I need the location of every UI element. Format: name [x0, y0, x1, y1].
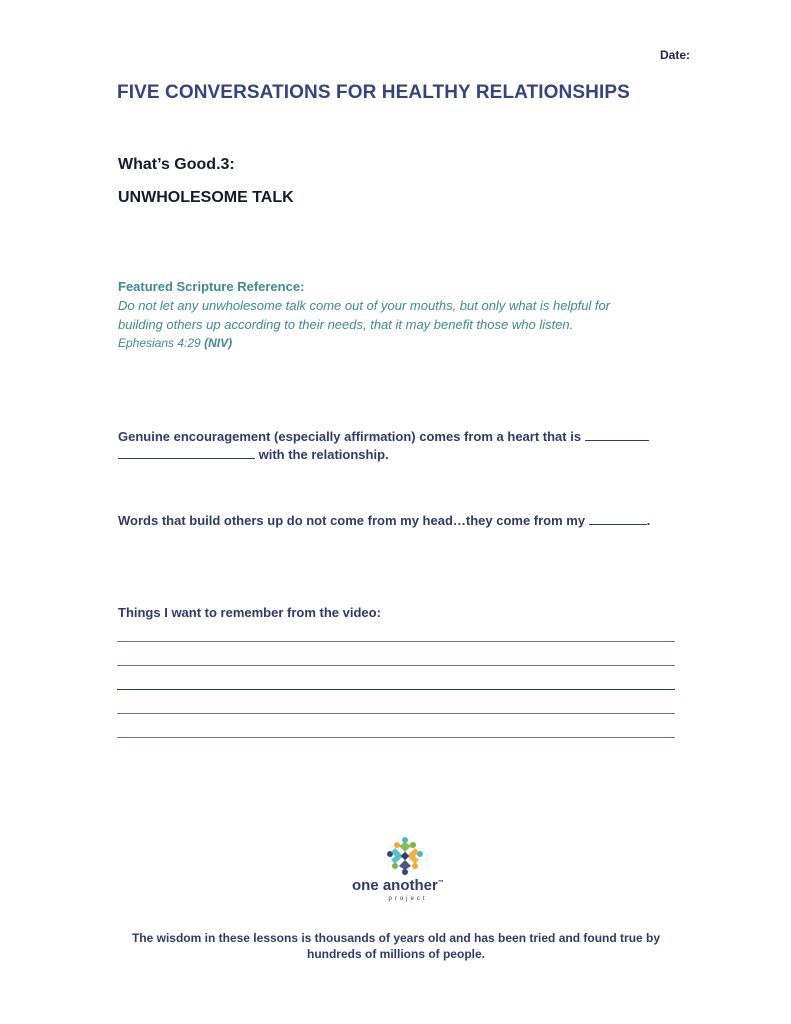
writing-line[interactable] — [117, 689, 675, 690]
remember-heading: Things I want to remember from the video: — [118, 605, 381, 620]
lesson-title: UNWHOLESOME TALK — [118, 189, 294, 206]
page-title: FIVE CONVERSATIONS FOR HEALTHY RELATIONSHIPS — [117, 82, 630, 103]
scripture-block — [118, 277, 718, 352]
prompt-encouragement-end: with the relationship. — [258, 447, 389, 462]
logo-trademark: ™ — [437, 880, 444, 886]
logo-subtitle: project — [388, 896, 428, 902]
footer-line-1: The wisdom in these lessons is thousands of years old and has been tried and found true by — [131, 931, 661, 945]
scripture-reference-text: Ephesians 4:29 — [118, 336, 201, 350]
scripture-version: (NIV) — [204, 336, 233, 350]
prompt-encouragement — [118, 427, 649, 446]
logo-wordmark — [352, 877, 444, 894]
scripture-reference — [118, 334, 718, 352]
date-label: Date: — [660, 48, 691, 62]
prompt-encouragement-continued — [118, 445, 389, 464]
prompt-encouragement-text: Genuine encouragement (especially affirmation) comes from a heart that is — [118, 429, 582, 444]
fill-in-blank[interactable] — [589, 511, 647, 525]
scripture-label: Featured Scripture Reference: — [118, 279, 305, 294]
writing-line[interactable] — [117, 713, 675, 714]
footer-note — [110, 930, 682, 962]
prompt-words-text: Words that build others up do not come from my head…they come from my — [118, 513, 586, 528]
lesson-number: What’s Good.3: — [118, 156, 235, 173]
writing-line[interactable] — [117, 665, 675, 666]
scripture-line-1: Do not let any unwholesome talk come out of your mouths, but only what is helpful for — [118, 298, 611, 313]
prompt-words-end: . — [646, 513, 651, 528]
footer-line-2: hundreds of millions of people. — [306, 947, 485, 961]
one-another-logo-icon — [383, 836, 427, 876]
fill-in-blank[interactable] — [585, 427, 649, 441]
fill-in-blank[interactable] — [118, 445, 255, 459]
scripture-line-2: building others up according to their needs, that it may benefit those who listen. — [118, 317, 574, 332]
writing-line[interactable] — [117, 641, 675, 642]
writing-line[interactable] — [117, 737, 675, 738]
logo-name: one another — [352, 877, 438, 894]
prompt-words — [118, 511, 650, 530]
